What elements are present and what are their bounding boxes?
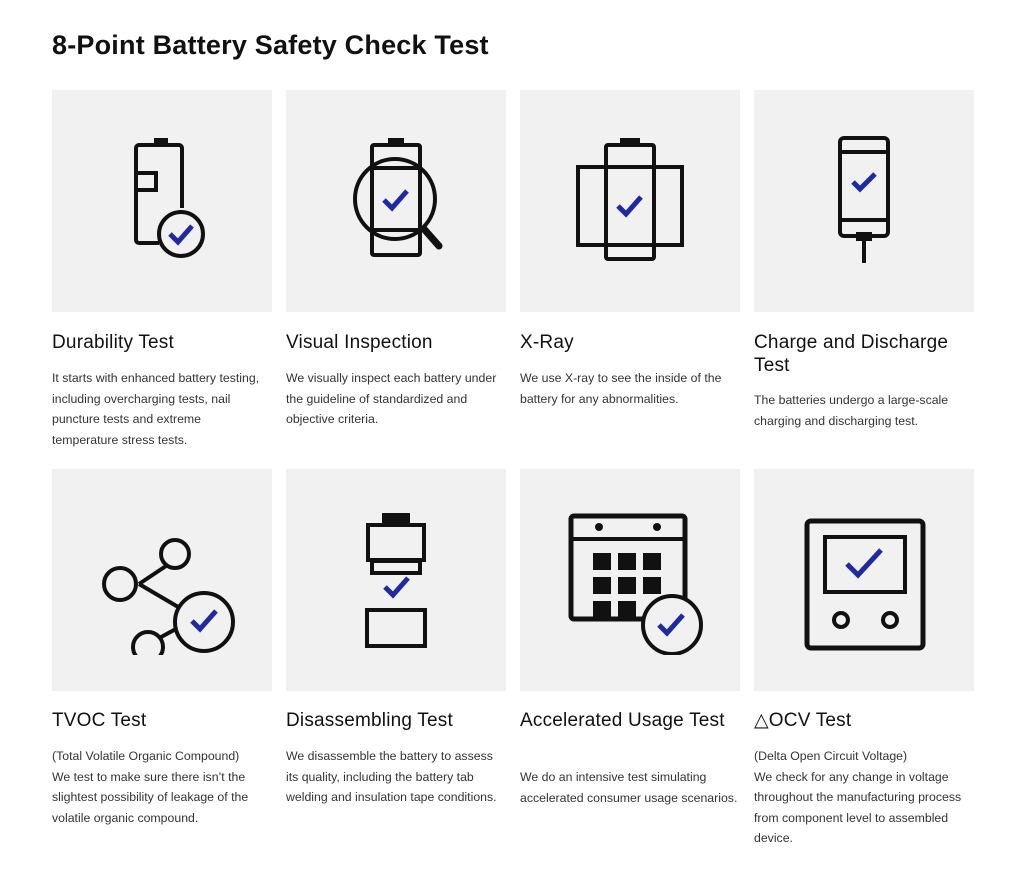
icon-tile xyxy=(286,90,506,312)
test-card-delta-ocv xyxy=(754,469,974,845)
battery-check-icon xyxy=(87,126,237,276)
test-card-tvoc xyxy=(52,469,272,825)
voltage-meter-icon xyxy=(789,505,939,655)
card-title: △OCV Test xyxy=(754,710,852,731)
icon-tile xyxy=(52,90,272,312)
card-description xyxy=(754,746,972,849)
card-title: Accelerated Usage Test xyxy=(520,710,725,731)
test-card-disassembling xyxy=(286,469,506,804)
card-title: X-Ray xyxy=(520,332,574,353)
card-title: TVOC Test xyxy=(52,710,147,731)
icon-tile xyxy=(286,469,506,691)
card-description: It starts with enhanced battery testing, including overcharging tests, nail puncture tests and extreme temperature stress tests. xyxy=(52,371,260,447)
calendar-check-icon xyxy=(555,505,705,655)
page-title: 8-Point Battery Safety Check Test xyxy=(52,30,489,60)
icon-tile xyxy=(52,469,272,691)
icon-tile xyxy=(754,469,974,691)
card-description: We disassemble the battery to assess its quality, including the battery tab welding and insulation tape conditions. xyxy=(286,749,497,804)
card-title: Disassembling Test xyxy=(286,710,453,731)
battery-xray-icon xyxy=(555,126,705,276)
card-subtitle: (Delta Open Circuit Voltage) xyxy=(754,749,908,763)
card-title: Durability Test xyxy=(52,332,174,353)
molecule-check-icon xyxy=(87,505,237,655)
icon-tile xyxy=(754,90,974,312)
card-description xyxy=(52,746,270,828)
card-description: We use X-ray to see the inside of the battery for any abnormalities. xyxy=(520,371,722,406)
test-card-durability xyxy=(52,90,272,447)
battery-magnifier-icon xyxy=(321,126,471,276)
icon-tile xyxy=(520,469,740,691)
icon-tile xyxy=(520,90,740,312)
card-subtitle: (Total Volatile Organic Compound) xyxy=(52,749,240,763)
test-card-x-ray xyxy=(520,90,740,406)
card-body: We test to make sure there isn’t the slightest possibility of leakage of the volatile organic compound. xyxy=(52,769,249,825)
phone-charging-icon xyxy=(789,126,939,276)
card-title: Visual Inspection xyxy=(286,332,433,353)
card-body: We check for any change in voltage throughout the manufacturing process from component level to assembled device. xyxy=(754,769,962,845)
card-description: We visually inspect each battery under the guideline of standardized and objective criteria. xyxy=(286,371,497,426)
test-card-visual-inspection xyxy=(286,90,506,426)
card-title: Charge and Discharge Test xyxy=(754,332,949,376)
test-card-charge-discharge xyxy=(754,90,974,428)
card-description: The batteries undergo a large-scale charging and discharging test. xyxy=(754,393,949,428)
battery-disassembled-icon xyxy=(321,505,471,655)
card-description: We do an intensive test simulating accelerated consumer usage scenarios. xyxy=(520,770,738,805)
test-card-accelerated-usage xyxy=(520,469,740,805)
